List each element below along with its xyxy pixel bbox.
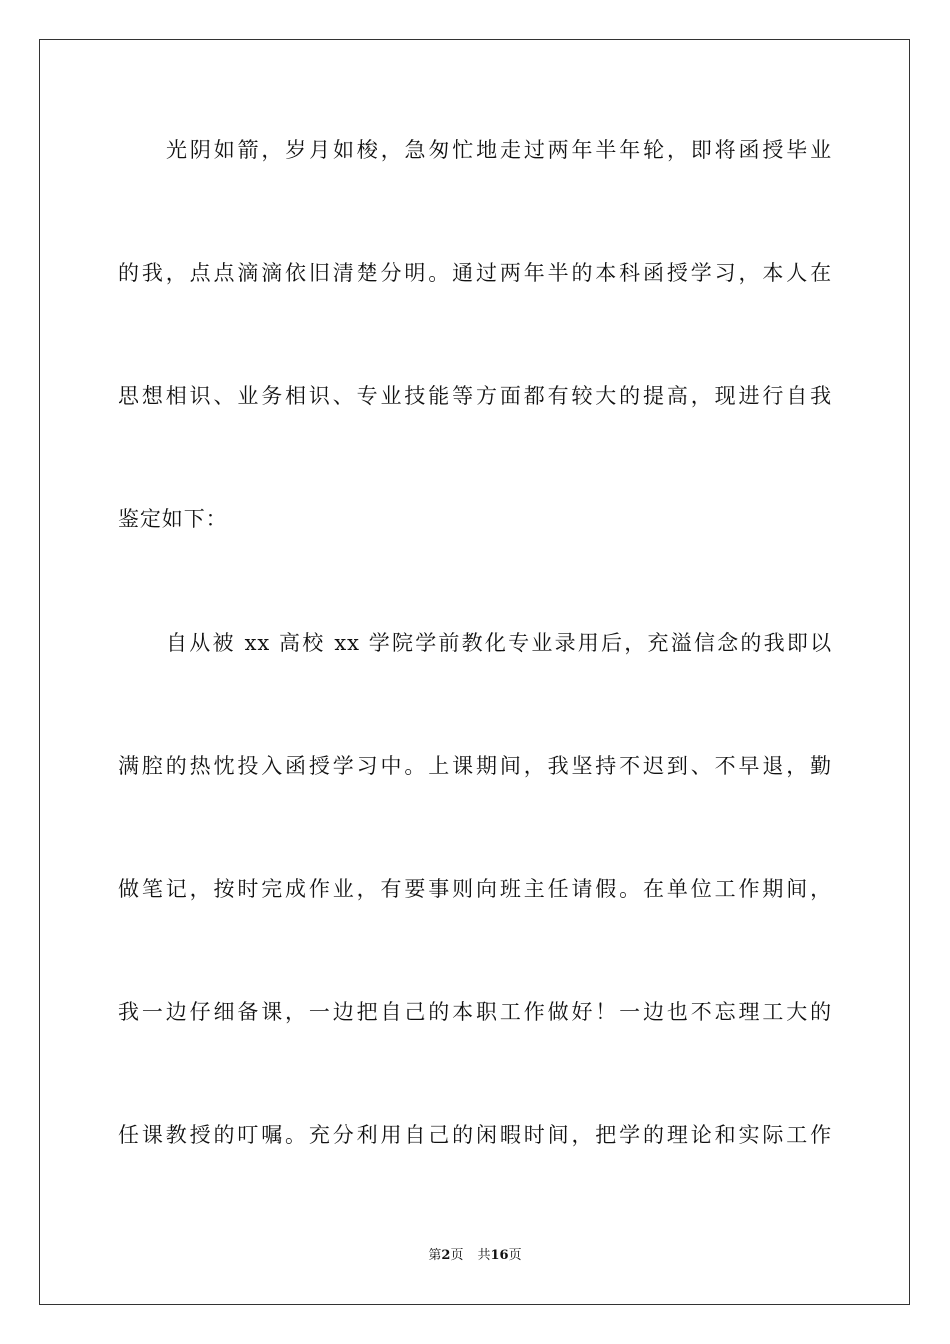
footer-total-suffix: 页 xyxy=(508,1248,522,1263)
footer-total-pages: 16 xyxy=(490,1248,509,1263)
paragraph-1-line-1: 光阴如箭，岁月如梭，急匆忙地走过两年半年轮，即将函授毕业 xyxy=(166,138,832,162)
paragraph-1-line-2: 的我，点点滴滴依旧清楚分明。通过两年半的本科函授学习，本人在 xyxy=(118,261,832,285)
paragraph-2-line-1: 自从被 xx 高校 xx 学院学前教化专业录用后，充溢信念的我即以 xyxy=(166,631,832,655)
paragraph-2-line-4: 我一边仔细备课，一边把自己的本职工作做好！一边也不忘理工大的 xyxy=(118,1000,832,1024)
paragraph-2-line-3: 做笔记，按时完成作业，有要事则向班主任请假。在单位工作期间， xyxy=(118,877,832,901)
paragraph-2-line-2: 满腔的热忱投入函授学习中。上课期间，我坚持不迟到、不早退，勤 xyxy=(118,754,832,778)
footer-page-number: 2 xyxy=(441,1248,451,1263)
paragraph-2-line-5: 任课教授的叮嘱。充分利用自己的闲暇时间，把学的理论和实际工作 xyxy=(118,1123,832,1147)
page-border xyxy=(39,39,910,1305)
footer-total-prefix: 共 xyxy=(477,1248,491,1263)
footer-page-prefix: 第 xyxy=(428,1248,442,1263)
paragraph-1-line-3: 思想相识、业务相识、专业技能等方面都有较大的提高，现进行自我 xyxy=(118,384,832,408)
footer-page-suffix: 页 xyxy=(450,1248,464,1263)
page-footer xyxy=(0,1247,950,1265)
paragraph-1-line-4: 鉴定如下： xyxy=(118,507,228,531)
